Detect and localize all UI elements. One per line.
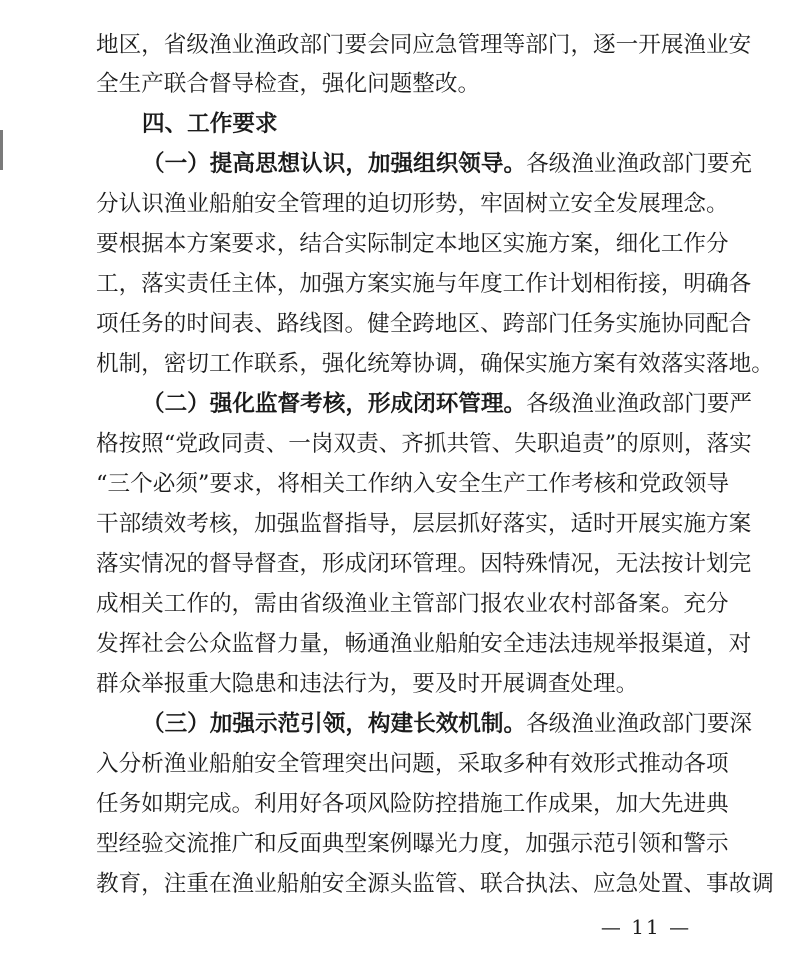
subheading: （一）提高思想认识，加强组织领导。 <box>142 151 527 177</box>
text-line: 型经验交流推广和反面典型案例曝光力度，加强示范引领和警示 <box>96 831 729 857</box>
text-line: 全生产联合督导检查，强化问题整改。 <box>96 71 481 97</box>
paragraph-first-line <box>142 151 753 177</box>
text-line: 入分析渔业船舶安全管理突出问题，采取多种有效形式推动各项 <box>96 751 729 777</box>
text-line: 落实情况的督导督查，形成闭环管理。因特殊情况，无法按计划完 <box>96 551 752 577</box>
text-line: 成相关工作的，需由省级渔业主管部门报农业农村部备案。充分 <box>96 591 729 617</box>
text-span: 各级渔业渔政部门要深 <box>526 711 753 737</box>
text-line: 项任务的时间表、路线图。健全跨地区、跨部门任务实施协同配合 <box>96 311 752 337</box>
text-line: 教育，注重在渔业船舶安全源头监管、联合执法、应急处置、事故调 <box>96 871 774 897</box>
text-line: 干部绩效考核，加强监督指导，层层抓好落实，适时开展实施方案 <box>96 511 752 537</box>
text-line: 机制，密切工作联系，强化统筹协调，确保实施方案有效落实落地。 <box>96 351 774 377</box>
paragraph-first-line <box>142 391 753 417</box>
subheading: （三）加强示范引领，构建长效机制。 <box>142 711 527 737</box>
text-line: 分认识渔业船舶安全管理的迫切形势，牢固树立安全发展理念。 <box>96 191 729 217</box>
text-line: 工，落实责任主体，加强方案实施与年度工作计划相衔接，明确各 <box>96 271 752 297</box>
text-line: “三个必须”要求，将相关工作纳入安全生产工作考核和党政领导 <box>96 471 730 497</box>
text-line: 要根据本方案要求，结合实际制定本地区实施方案，细化工作分 <box>96 231 729 257</box>
text-line: 地区，省级渔业渔政部门要会同应急管理等部门，逐一开展渔业安 <box>96 32 752 58</box>
text-line: 格按照“党政同责、一岗双责、齐抓共管、失职追责”的原则，落实 <box>96 431 752 457</box>
text-line: 发挥社会公众监督力量，畅通渔业船舶安全违法违规举报渠道，对 <box>96 631 752 657</box>
page-number: — 11 — <box>600 915 692 939</box>
scan-edge-mark <box>0 130 3 170</box>
text-span: 各级渔业渔政部门要充 <box>526 151 753 177</box>
section-heading: 四、工作要求 <box>142 111 278 137</box>
paragraph-first-line <box>142 711 753 737</box>
text-line: 群众举报重大隐患和违法行为，要及时开展调查处理。 <box>96 671 639 697</box>
subheading: （二）强化监督考核，形成闭环管理。 <box>142 391 527 417</box>
text-line: 任务如期完成。利用好各项风险防控措施工作成果，加大先进典 <box>96 791 729 817</box>
text-span: 各级渔业渔政部门要严 <box>526 391 753 417</box>
